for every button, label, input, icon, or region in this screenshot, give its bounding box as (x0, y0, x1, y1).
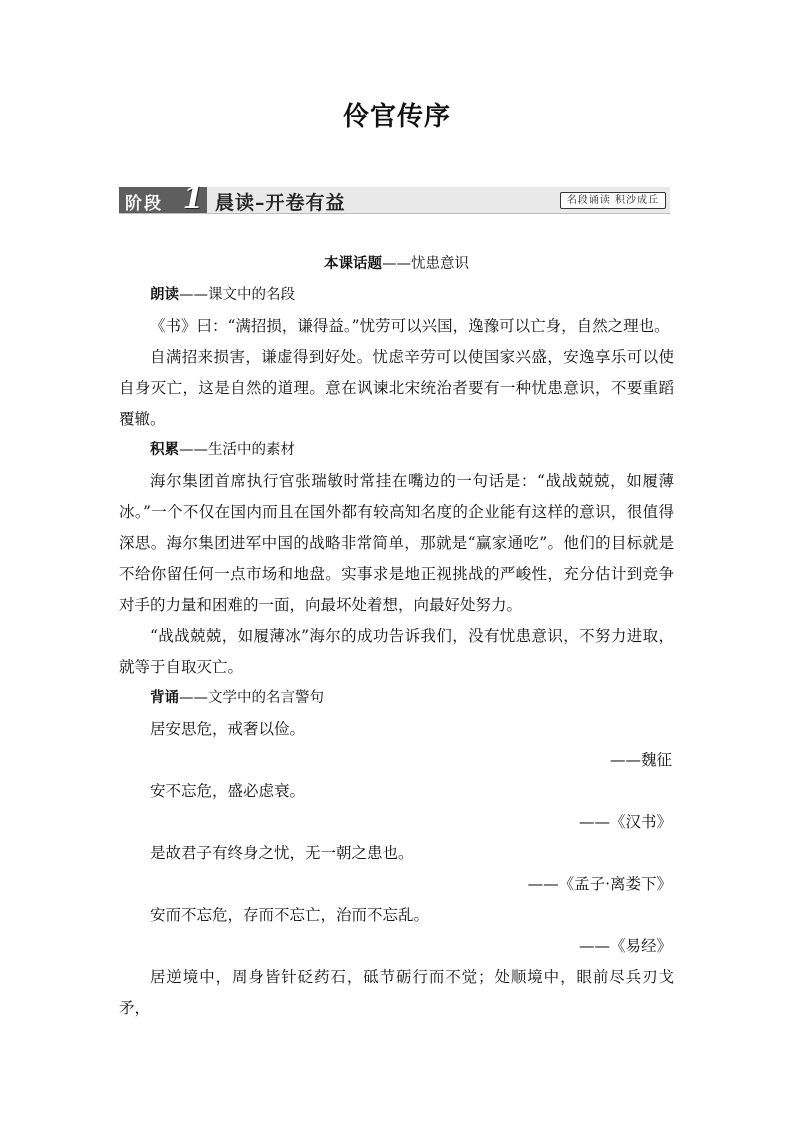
accumulate-heading (119, 435, 674, 466)
reading-heading (119, 280, 674, 311)
reading-paragraph-1: 《书》曰：“满招损，谦得益。”忧劳可以兴国，逸豫可以亡身，自然之理也。 (150, 317, 670, 335)
quote-source: ——《易经》 (578, 937, 672, 955)
stage-number: 1 (182, 181, 204, 216)
accumulate-paragraph-2: “战战兢兢，如履薄冰”海尔的成功告诉我们，没有忧患意识，不努力进取，就等于自取灭亡。 (119, 627, 674, 676)
quote-source: ——《汉书》 (578, 813, 672, 831)
quote-source: ——魏征 (609, 751, 672, 769)
topic-label: 本课话题 (324, 256, 382, 272)
reading-paragraph-2: 自满招来损害，谦虚得到好处。忧虑辛劳可以使国家兴盛，安逸享乐可以使自身灭亡，这是自然的道理。意在讽谏北宋统治者要有一种忧患意识，不要重蹈覆辙。 (119, 348, 674, 428)
reading-heading-rest: ——课文中的名段 (179, 287, 295, 303)
quote-line: 是故君子有终身之忧，无一朝之患也。 (150, 844, 414, 862)
accumulate-heading-key: 积累 (150, 442, 179, 458)
main-content (119, 252, 674, 1024)
recite-final-line: 居逆境中，周身皆针砭药石，砥节砺行而不觉；处顺境中，眼前尽兵刃戈矛， (119, 968, 674, 1017)
quote-line: 安不忘危，盛必虑衰。 (150, 782, 306, 800)
recite-heading-rest: ——文学中的名言警句 (179, 690, 324, 706)
accumulate-heading-rest: ——生活中的素材 (179, 442, 295, 458)
quote-source: ——《孟子·离娄下》 (527, 875, 672, 893)
reading-heading-key: 朗读 (150, 287, 179, 303)
quote-line: 安而不忘危，存而不忘亡，治而不忘乱。 (150, 906, 430, 924)
topic-text: ——忧患意识 (382, 256, 469, 272)
accumulate-paragraph-1: 海尔集团首席执行官张瑞敏时常挂在嘴边的一句话是：“战战兢兢，如履薄冰。”一个不仅在国内而且在国外都有较高知名度的企业能有这样的意识，很值得深思。海尔集团进军中国的战略非常简单，那就是“赢家通吃”。他们的目标就是不给你留任何一点市场和地盘。实事求是地正视挑战的严峻性，充分估计到竞争对手的力量和困难的一面，向最坏处着想，向最好处努力。 (119, 472, 674, 614)
section-banner (119, 181, 670, 216)
banner-tag: 名段诵读 积沙成丘 (560, 192, 666, 209)
recite-heading-key: 背诵 (150, 690, 179, 706)
banner-heading: 晨读–开卷有益 (215, 192, 346, 214)
stage-label: 阶段 (125, 194, 163, 214)
topic-title (119, 252, 674, 277)
quote-line: 居安思危，戒奢以俭。 (150, 720, 306, 738)
recite-heading (119, 683, 674, 714)
document-title: 伶官传序 (342, 102, 451, 132)
